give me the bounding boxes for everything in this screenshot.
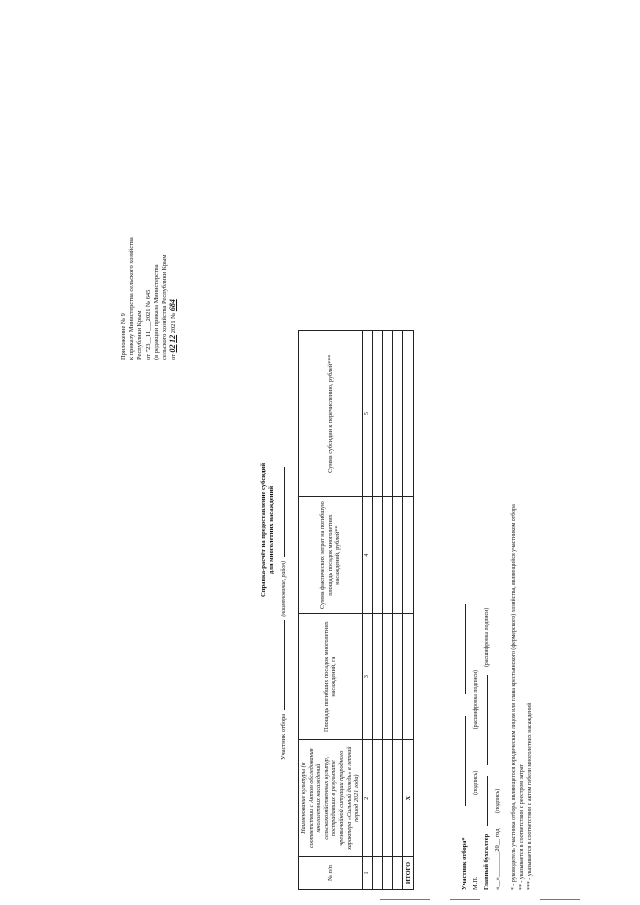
participant-hint: (наименование, район) <box>281 560 287 617</box>
appendix-line: Приложение № 9 <box>120 313 127 360</box>
footnote: ** - указывается в соответствии с реестром затрат <box>519 764 525 890</box>
header-number: № п/п <box>299 857 363 890</box>
date-line: «__»________20__ год <box>494 828 501 890</box>
table-number-row <box>362 331 373 890</box>
scan-artifact <box>450 899 480 900</box>
header-costs: Сумма фактических затрат на погибшую площадь посадок многолетних насаждений, рублей** <box>299 497 363 614</box>
appendix-line: сельского хозяйства Республики Крым <box>161 254 169 360</box>
header-area: Площадь погибших посадок многолетних насаждений, га <box>299 613 363 739</box>
appendix-line: от "23__11___2021 № 645 <box>144 289 152 360</box>
table-row <box>393 331 403 890</box>
table-header-row <box>299 331 363 890</box>
appendix-date-prefix: от <box>170 354 178 360</box>
column-number: 5 <box>362 331 373 497</box>
appendix-line: (в редакции приказа Министерства <box>152 264 160 360</box>
table-row <box>373 331 383 890</box>
total-mark: Х <box>403 740 414 857</box>
date-row <box>493 330 504 890</box>
participant-line <box>280 340 287 760</box>
handwritten-number: 684 <box>168 299 178 312</box>
appendix-header <box>120 140 178 360</box>
accountant-signature-hint: (подпись) <box>495 788 501 813</box>
signature-hint: (подпись) <box>473 770 479 795</box>
participant-signature-row <box>460 330 471 890</box>
appendix-date-line <box>169 140 178 360</box>
column-number: 4 <box>362 497 373 614</box>
accountant-decode-hint: (расшифровка подписи) <box>484 607 490 668</box>
signature-blank <box>465 604 466 694</box>
appendix-line: к приказу Министерства сельского хозяйства <box>128 237 136 360</box>
scan-artifact <box>380 899 430 900</box>
document-title <box>260 320 276 740</box>
column-number: 1 <box>362 857 373 890</box>
appendix-year: 2021 № <box>170 312 178 334</box>
handwritten-month: 12 <box>168 334 178 343</box>
column-number: 2 <box>362 740 373 857</box>
header-culture: Наименование культуры (в соответствии с Актом обследования многолетних насаждений сельскохозяйственных культур, пострадавших в результате чрезвычайной ситуации природного характера «Сильный дождь» в летний период 2021 года) <box>299 740 363 857</box>
column-number: 3 <box>362 613 373 739</box>
title-line: для многолетних насаждений <box>268 485 275 575</box>
subsidy-table <box>298 330 414 890</box>
table-row <box>383 331 393 890</box>
participant-label: Участник отбора <box>280 713 287 760</box>
signature-blank <box>465 716 466 806</box>
scan-artifact <box>540 899 580 900</box>
rotated-document <box>120 140 540 890</box>
total-label: ИТОГО <box>403 857 414 890</box>
header-subsidy: Сумма субсидии к перечислению, рублей*** <box>299 331 363 497</box>
signature-blank <box>487 776 488 826</box>
handwritten-day: 02 <box>168 344 178 353</box>
accountant-signature-row <box>482 330 493 890</box>
footnotes <box>510 290 534 890</box>
appendix-line: Республики Крым <box>136 310 144 360</box>
participant-blank <box>284 467 285 557</box>
participant-blank <box>284 620 285 710</box>
stamp-label: М.П. <box>472 876 479 890</box>
table-total-row <box>403 331 414 890</box>
footnote: * - руководитель участника отбора, являющегося юридическим лицом или глава крестьянского (фермерского) хозяйства, являющийся участником отбора <box>511 504 517 890</box>
decode-hint: (расшифровка подписи) <box>473 670 479 730</box>
accountant-label: Главный бухгалтер <box>483 833 490 890</box>
footnote: *** - указывается в соответствии с актом гибели многолетних насаждений <box>527 702 533 890</box>
participant-signature-label: Участник отбора* <box>461 837 468 890</box>
signature-block <box>460 330 504 890</box>
participant-hints-row <box>471 330 482 890</box>
title-line: Справка-расчёт на предоставление субсидий <box>260 462 267 598</box>
signature-blank <box>487 675 488 765</box>
